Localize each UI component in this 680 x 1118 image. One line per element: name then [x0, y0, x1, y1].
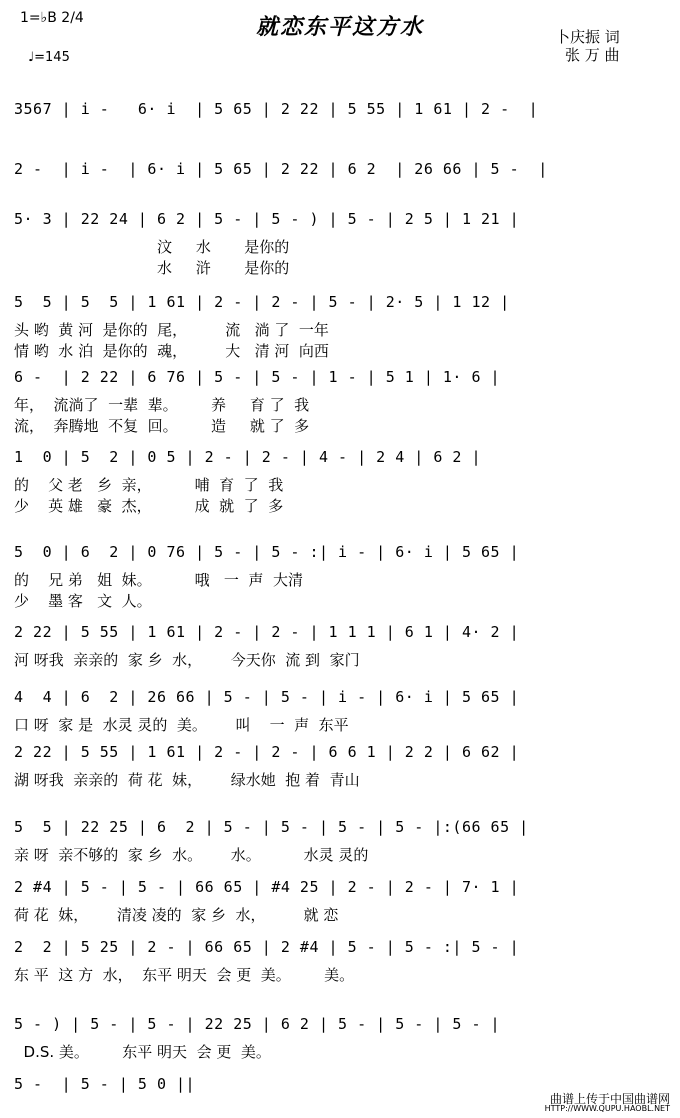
- tempo-marking: ♩=145: [28, 50, 70, 65]
- lyric-line: 少 墨 客 文 人。: [14, 592, 152, 610]
- lyric-line: 河 呀我 亲亲的 家 乡 水， 今天你 流 到 家门: [14, 651, 360, 669]
- notation-line: 5 - ) | 5 - | 5 - | 22 25 | 6 2 | 5 - | 5 - | 5 - |: [14, 1015, 501, 1033]
- lyric-line: 的 兄 弟 姐 妹。 哦 一 声 大清: [14, 571, 303, 589]
- footer-site-name: 曲谱上传于中国曲谱网: [549, 1092, 670, 1106]
- notation-line: 5 5 | 22 25 | 6 2 | 5 - | 5 - | 5 - | 5 - |:(66 65 |: [14, 818, 529, 836]
- lyric-line: 亲 呀 亲不够的 家 乡 水。 水。 水灵 灵的: [14, 846, 369, 864]
- notation-line: 2 22 | 5 55 | 1 61 | 2 - | 2 - | 1 1 1 | 6 1 | 4· 2 |: [14, 623, 520, 641]
- lyric-line: 少 英 雄 豪 杰， 成 就 了 多: [14, 497, 284, 515]
- lyric-line: 湖 呀我 亲亲的 荷 花 妹， 绿水她 抱 着 青山: [14, 771, 360, 789]
- notation-line: 5 0 | 6 2 | 0 76 | 5 - | 5 - :| i - | 6· i | 5 65 |: [14, 543, 520, 561]
- lyric-line: D.S. 美。 东平 明天 会 更 美。: [14, 1043, 271, 1061]
- lyricist-credit: 卜庆振 词: [555, 28, 620, 46]
- notation-line: 2 22 | 5 55 | 1 61 | 2 - | 2 - | 6 6 1 | 2 2 | 6 62 |: [14, 743, 520, 761]
- notation-line: 5· 3 | 22 24 | 6 2 | 5 - | 5 - ) | 5 - | 2 5 | 1 21 |: [14, 210, 520, 228]
- lyric-line: 流， 奔腾地 不复 回。 造 就 了 多: [14, 417, 310, 435]
- key-signature: 1=♭B 2/4: [20, 10, 84, 26]
- notation-line: 1 0 | 5 2 | 0 5 | 2 - | 2 - | 4 - | 2 4 | 6 2 |: [14, 448, 482, 466]
- notation-line: 3567 | i - 6· i | 5 65 | 2 22 | 5 55 | 1 61 | 2 - |: [14, 100, 539, 118]
- notation-line: 5 - | 5 - | 5 0 ||: [14, 1075, 196, 1093]
- notation-line: 6 - | 2 22 | 6 76 | 5 - | 5 - | 1 - | 5 1 | 1· 6 |: [14, 368, 501, 386]
- lyric-line: 东 平 这 方 水， 东平 明天 会 更 美。 美。: [14, 966, 355, 984]
- lyric-line: 的 父 老 乡 亲， 哺 育 了 我: [14, 476, 284, 494]
- page-title: 就恋东平这方水: [255, 14, 424, 40]
- footer-site-url: HTTP://WWW.QUPU.HAOBL.NET: [544, 1104, 670, 1113]
- notation-line: 2 - | i - | 6· i | 5 65 | 2 22 | 6 2 | 26 66 | 5 - |: [14, 160, 548, 178]
- notation-line: 4 4 | 6 2 | 26 66 | 5 - | 5 - | i - | 6· i | 5 65 |: [14, 688, 520, 706]
- lyric-line: 汶 水 是你的: [14, 238, 290, 256]
- notation-line: 2 #4 | 5 - | 5 - | 66 65 | #4 25 | 2 - | 2 - | 7· 1 |: [14, 878, 520, 896]
- lyric-line: 年， 流淌了 一辈 辈。 养 育 了 我: [14, 396, 310, 414]
- composer-credit: 张 万 曲: [565, 46, 620, 64]
- lyric-line: 水 浒 是你的: [14, 259, 290, 277]
- notation-line: 5 5 | 5 5 | 1 61 | 2 - | 2 - | 5 - | 2· 5 | 1 12 |: [14, 293, 510, 311]
- notation-line: 2 2 | 5 25 | 2 - | 66 65 | 2 #4 | 5 - | 5 - :| 5 - |: [14, 938, 520, 956]
- lyric-line: 口 呀 家 是 水灵 灵的 美。 叫 一 声 东平: [14, 716, 349, 734]
- lyric-line: 荷 花 妹， 清凌 凌的 家 乡 水， 就 恋: [14, 906, 339, 924]
- lyric-line: 情 哟 水 泊 是你的 魂， 大 清 河 向西: [14, 342, 329, 360]
- lyric-line: 头 哟 黄 河 是你的 尾， 流 淌 了 一年: [14, 321, 329, 339]
